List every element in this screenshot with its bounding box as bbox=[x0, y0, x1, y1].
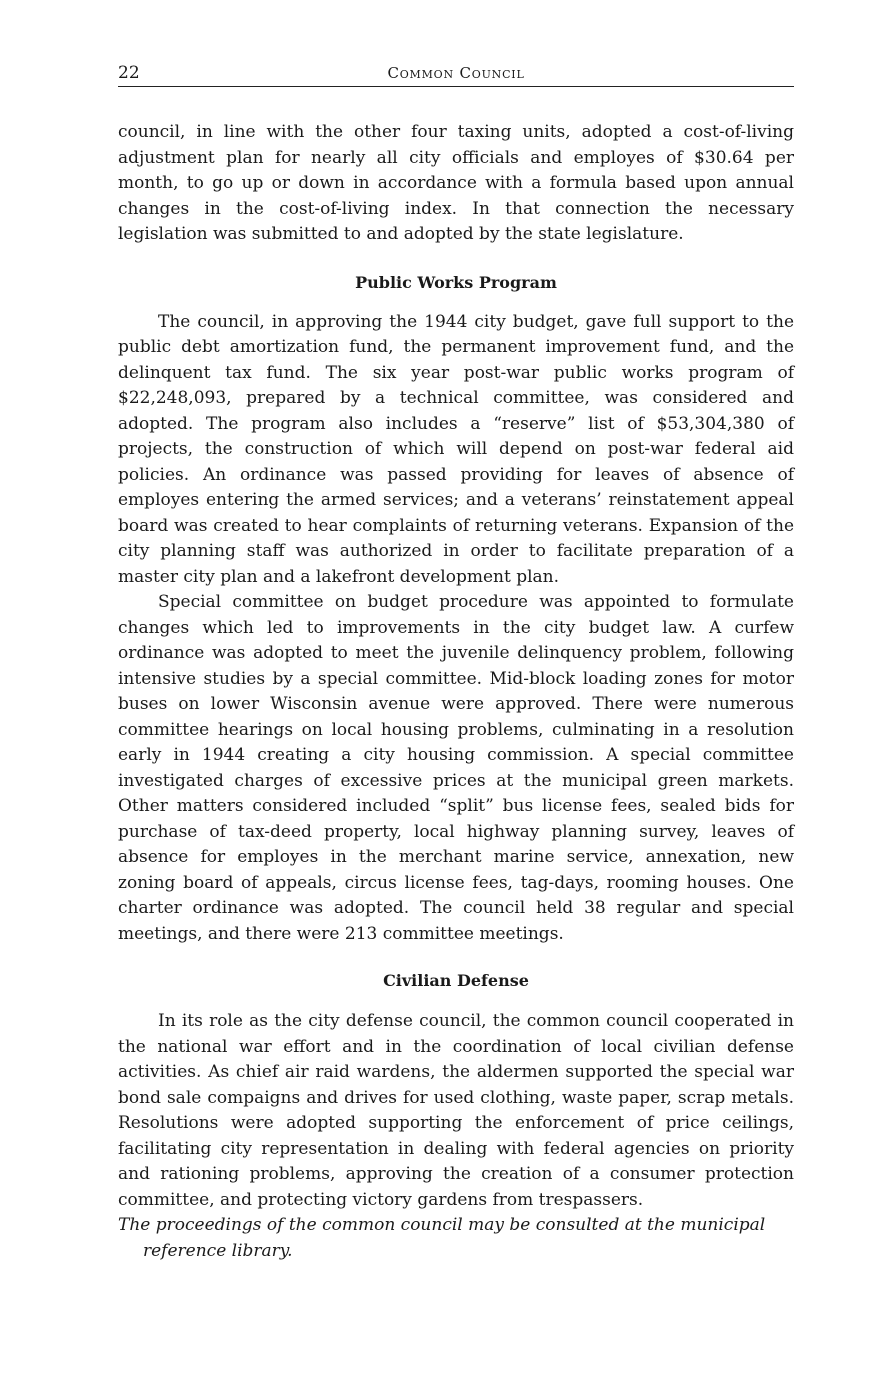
section-heading-public-works: Public Works Program bbox=[355, 272, 557, 292]
page-header bbox=[118, 62, 794, 87]
page-body bbox=[118, 120, 794, 1264]
public-works-paragraph-2: Special committee on budget procedure was appointed to formulate changes which led to improvements in the city budget law. A curfew ordinance was adopted to meet the juvenile delinquency problem, following intensive studies by a special committee. Mid-block loading zones for motor buses on lower Wisconsin avenue were approved. There were numerous committee hearings on local housing problems, culminating in a resolution early in 1944 creating a city housing commission. A special committee investigated charges of excessive prices at the municipal green markets. Other matters considered included “split” bus license fees, sealed bids for purchase of tax-deed property, local highway planning survey, leaves of absence for employes in the merchant marine service, annexation, new zoning board of appeals, circus license fees, tag-days, rooming houses. One charter ordinance was adopted. The council held 38 regular and special meetings, and there were 213 committee meetings. bbox=[118, 592, 794, 944]
intro-paragraph: council, in line with the other four taxing units, adopted a cost-of-living adjustment plan for nearly all city officials and employes of $30.64 per month, to go up or down in accordance with a formula based upon annual changes in the cost-of-living index. In that connection the necessary legislation was submitted to and adopted by the state legislature. bbox=[118, 122, 794, 244]
civilian-defense-paragraph-1: In its role as the city defense council, the common council cooperated in the national war effort and in the coordination of local civilian defense activities. As chief air raid wardens, the aldermen supported the special war bond sale compaigns and drives for used clothing, waste paper, scrap metals. Resolutions were adopted supporting the enforcement of price ceilings, facilitating city representation in dealing with federal agencies on priority and rationing problems, approving the creation of a consumer protection committee, and protecting victory gardens from trespassers. bbox=[118, 1011, 794, 1210]
running-head: Common Council bbox=[387, 64, 525, 82]
section-heading-civilian-defense: Civilian Defense bbox=[383, 971, 529, 990]
public-works-paragraph-1: The council, in approving the 1944 city budget, gave full support to the public debt amortization fund, the permanent improvement fund, and the delinquent tax fund. The six year post-war public works program of $22,248,093, prepared by a technical committee, was considered and adopted. The program also includes a “reserve” list of $53,304,380 of projects, the construction of which will depend on post-war federal aid policies. An ordinance was passed providing for leaves of absence of employes entering the armed services; and a veterans’ reinstatement appeal board was created to hear complaints of returning veterans. Expansion of the city planning staff was authorized in order to facilitate preparation of a master city plan and a lakefront development plan. bbox=[118, 311, 794, 587]
page-number: 22 bbox=[118, 63, 140, 83]
reference-note: The proceedings of the common council may be consulted at the municipal reference library. bbox=[118, 1215, 766, 1261]
